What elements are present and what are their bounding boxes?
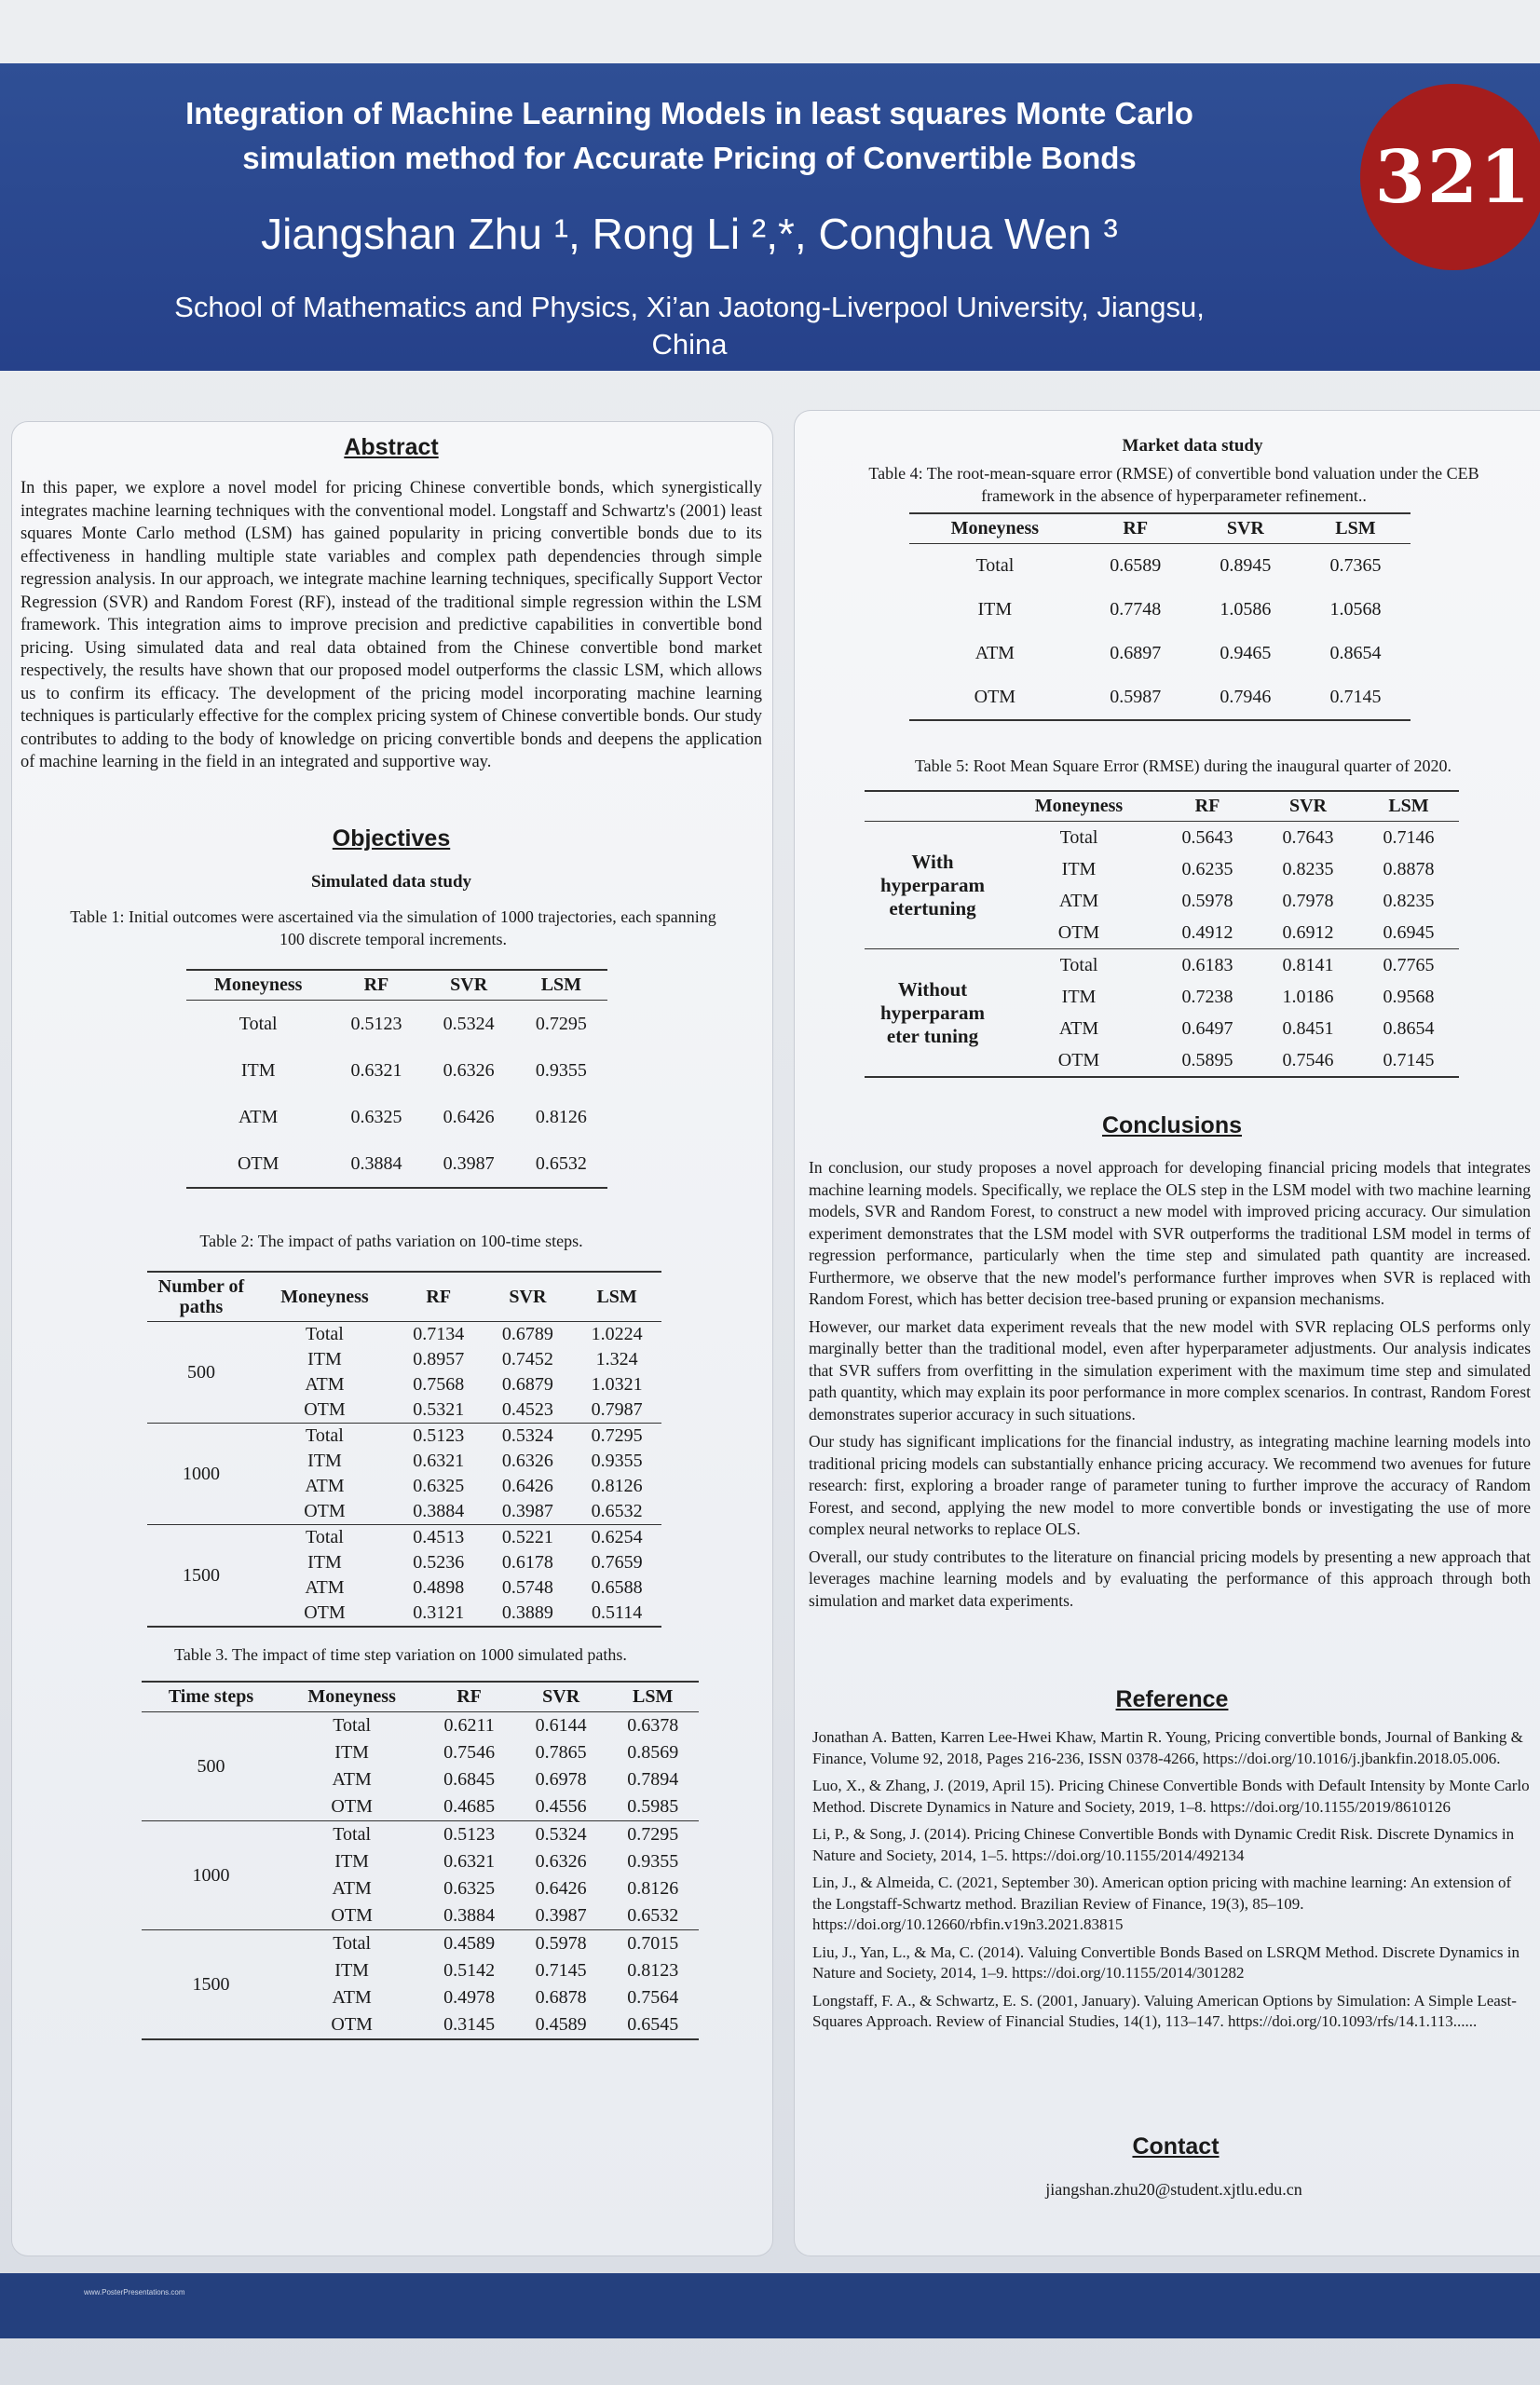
table-cell: 0.5324: [443, 1013, 495, 1034]
table-cell: ATM: [1058, 1018, 1099, 1039]
table-cell: 0.3884: [413, 1501, 465, 1521]
table-cell: 0.7564: [627, 1987, 679, 2008]
table-cell: 0.5895: [1181, 1050, 1233, 1070]
table-row: [186, 1094, 607, 1140]
table-cell: 0.5221: [501, 1527, 553, 1547]
table-cell: 0.6321: [413, 1451, 465, 1471]
table-cell: 0.7145: [1383, 1050, 1435, 1070]
table2: [147, 1271, 661, 1628]
table-row: [909, 632, 1411, 675]
table-cell: 0.7987: [591, 1399, 643, 1420]
conclusion-paragraph: In conclusion, our study proposes a novel approach for developing financial pricing models that integrates machine learning models. Specifically, we replace the OLS step in the LSM model with two machine learning models, SVR and Random Forest, to construct a new model with improved pricing accuracy. Our simulation experiment demonstrates that the LSM model with SVR outperforms the traditional LSM model in terms of regression performance, particularly when the time step and simulated path quantity are increased. Furthermore, we observe that the new model's performance further improves when SVR is replaced with Random Forest, which has better decision tree-based pruning or expansion mechanisms.: [809, 1158, 1531, 1308]
table-cell: Total: [1059, 955, 1098, 975]
table-cell: ITM: [977, 599, 1013, 620]
table-cell: 0.4978: [443, 1987, 496, 2008]
table-cell: 0.5324: [535, 1824, 587, 1845]
table-cell: 0.8141: [1282, 955, 1334, 975]
reference-heading: Reference: [1115, 1686, 1229, 1712]
table-row: [865, 822, 1459, 854]
col-header: Moneyness: [307, 1686, 396, 1707]
reference-item: Liu, J., Yan, L., & Ma, C. (2014). Valuing Convertible Bonds Based on LSRQM Method. Discrete Dynamics in Nature and Society, 2014, 1–9. https://doi.org/10.1155/2014/301282: [812, 1942, 1520, 1982]
table-cell: OTM: [331, 1796, 373, 1817]
table-cell: 0.6144: [535, 1715, 587, 1736]
conclusion-paragraph: Our study has significant implications for the financial industry, as integrating machine learning models into traditional pricing models can substantially enhance pricing accuracy. We recommend two avenues for future research: first, exploring a broader range of parameter tuning to further improve the accuracy of Random Forest, and second, applying the new model to more convertible bonds or investigating the use of more complex neural networks to replace OLS.: [809, 1432, 1531, 1538]
table-cell: 0.6426: [501, 1476, 553, 1496]
table-cell: 0.6321: [350, 1059, 402, 1081]
col-header: RF: [426, 1286, 452, 1307]
col-header: Moneyness: [280, 1286, 369, 1307]
table-cell: ATM: [332, 1878, 372, 1899]
table-cell: 0.6183: [1181, 955, 1233, 975]
table4-caption: Table 4: The root-mean-square error (RMSE) of convertible bond valuation under the CEB framework in the absence of hyperparameter refinement..: [868, 464, 1479, 505]
table-cell: 0.8654: [1329, 643, 1382, 663]
table-cell: 0.7978: [1282, 891, 1334, 911]
table-cell: 0.6321: [443, 1851, 496, 1872]
table-cell: OTM: [331, 2014, 373, 2035]
reference-list: [812, 1727, 1531, 2039]
table-header-row: [865, 791, 1459, 822]
table-cell: Total: [306, 1527, 344, 1547]
col-header: SVR: [1226, 518, 1264, 538]
table-cell: OTM: [304, 1399, 346, 1420]
table-cell: 0.8126: [627, 1878, 679, 1899]
table-header-row: [909, 513, 1411, 544]
poster-affiliation: School of Mathematics and Physics, Xi’an Jaotong-Liverpool University, Jiangsu, China: [174, 291, 1205, 361]
col-header: [865, 791, 1001, 822]
table-cell: 0.6545: [627, 2014, 679, 2035]
table-cell: 0.9355: [535, 1059, 587, 1081]
reference-item: Jonathan A. Batten, Karren Lee-Hwei Khaw, Martin R. Young, Pricing convertible bonds, Journal of Banking & Finance, Volume 92, 2018, Pages 216-236, ISSN 0378-4266, https://doi.org/10.1016/j.jbankfin.2018.05.006.: [812, 1728, 1523, 1767]
poster-header: [0, 63, 1540, 371]
table-cell: ITM: [334, 1851, 369, 1872]
table-cell: 0.7295: [591, 1425, 643, 1446]
table-cell: 0.8569: [627, 1742, 679, 1763]
col-header: RF: [1194, 796, 1220, 816]
table-cell: Total: [333, 1824, 372, 1845]
table-cell: 0.4513: [413, 1527, 465, 1547]
col-header: LSM: [596, 1286, 637, 1307]
poster-authors: Jiangshan Zhu ¹, Rong Li ²,*, Conghua Wen ³: [261, 210, 1118, 258]
table-cell: Total: [333, 1933, 372, 1954]
table-cell: 0.6426: [443, 1106, 495, 1127]
table-cell: 0.5324: [501, 1425, 553, 1446]
table-row: [186, 1001, 607, 1048]
poster-number-badge: 321: [1360, 84, 1540, 270]
table-cell: 0.4523: [501, 1399, 553, 1420]
table-cell: 0.3987: [535, 1905, 587, 1926]
table-cell: 0.6878: [535, 1987, 587, 2008]
table-cell: 0.6945: [1383, 922, 1435, 943]
table4: [909, 512, 1411, 721]
table-header-row: [147, 1272, 661, 1322]
table-cell: 0.6879: [501, 1374, 553, 1395]
table-cell: 0.3145: [443, 2014, 496, 2035]
table-cell: OTM: [237, 1152, 279, 1174]
table-cell: 0.5236: [413, 1552, 465, 1573]
table-cell: ITM: [307, 1552, 342, 1573]
table-cell: 0.7145: [1329, 687, 1382, 707]
table-cell: 0.7238: [1181, 987, 1233, 1007]
table-cell: 0.6325: [413, 1476, 465, 1496]
col-header: LSM: [1335, 518, 1376, 538]
table-cell: ATM: [305, 1374, 345, 1395]
simulated-data-subheading: Simulated data study: [310, 872, 472, 892]
col-header: SVR: [450, 974, 488, 995]
table-cell: 0.6978: [535, 1769, 587, 1790]
contact-heading: Contact: [1132, 2133, 1220, 2160]
table-cell: 0.8957: [413, 1349, 465, 1370]
table-cell: ATM: [1058, 891, 1099, 911]
table-cell: 0.8878: [1383, 859, 1435, 879]
table-row: [147, 1322, 661, 1348]
col-header: SVR: [509, 1286, 547, 1307]
table-row: [147, 1424, 661, 1450]
objectives-heading: Objectives: [332, 825, 451, 852]
table-cell: 0.7568: [413, 1374, 465, 1395]
table-cell: 0.6588: [591, 1577, 643, 1598]
table-header-row: [186, 970, 607, 1001]
table-cell: 0.7295: [627, 1824, 679, 1845]
table-cell: OTM: [331, 1905, 373, 1926]
conclusions-text: [809, 1157, 1531, 1617]
table-cell: ATM: [974, 643, 1015, 663]
table1-caption: Table 1: Initial outcomes were ascertained via the simulation of 1000 trajectories, each spanning 100 discrete temporal increments.: [70, 907, 716, 948]
group-label: 1000: [183, 1463, 220, 1484]
table-row: [186, 1047, 607, 1094]
table-cell: 0.6912: [1282, 922, 1334, 943]
table-cell: OTM: [1057, 922, 1100, 943]
table-cell: ITM: [1061, 987, 1097, 1007]
reference-item: Li, P., & Song, J. (2014). Pricing Chinese Convertible Bonds with Dynamic Credit Risk. Discrete Dynamics in Nature and Society, 2014, 1–5. https://doi.org/10.1155/2014/492134: [812, 1825, 1515, 1864]
table-cell: 0.7295: [535, 1013, 587, 1034]
table-cell: 0.3884: [443, 1905, 496, 1926]
poster-title: Integration of Machine Learning Models in least squares Monte Carlo simulation method for Accurate Pricing of Convertible Bonds: [185, 96, 1193, 175]
col-header: Moneyness: [213, 974, 303, 995]
table-cell: ATM: [332, 1769, 372, 1790]
table-cell: 0.6426: [535, 1878, 587, 1899]
table-cell: 0.5985: [627, 1796, 679, 1817]
table-cell: OTM: [304, 1602, 346, 1623]
table-row: [142, 1712, 699, 1740]
group-label: With hyperparam etertuning: [880, 850, 985, 920]
table-cell: Total: [238, 1013, 278, 1034]
conclusion-paragraph: Overall, our study contributes to the literature on financial pricing models by presenting a new approach that leverages machine learning models and by evaluating the performance of this approach through both simulation and market data experiments.: [809, 1547, 1531, 1610]
table-cell: 0.5321: [413, 1399, 465, 1420]
table-cell: 0.8654: [1383, 1018, 1435, 1039]
col-header: Number of paths: [157, 1276, 245, 1317]
table-row: [142, 1821, 699, 1849]
table-cell: ATM: [238, 1106, 279, 1127]
table3: [142, 1681, 699, 2040]
table-cell: 0.6326: [501, 1451, 553, 1471]
table-cell: 0.7865: [535, 1742, 587, 1763]
table-cell: ATM: [305, 1577, 345, 1598]
table5: [865, 790, 1459, 1078]
table2-caption: Table 2: The impact of paths variation on 100-time steps.: [199, 1232, 583, 1250]
table-row: [186, 1140, 607, 1188]
table-header-row: [142, 1682, 699, 1712]
abstract-text: In this paper, we explore a novel model for pricing Chinese convertible bonds, which synergistically integrates machine learning techniques with the conventional model. Longstaff and Schwartz's (2001) least squares Monte Carlo method (LSM) has gained popularity in pricing convertible bonds due to its effectiveness in handling multiple state variables and complex path dependencies through simple regression analysis. In our approach, we integrate machine learning techniques, specifically Support Vector Regression (SVR) and Random Forest (RF), instead of the traditional simple regression within the LSM framework. This integration aims to improve precision and predictive capabilities in convertible bond pricing. Using simulated data and real data obtained from the Chinese convertible bond market respectively, the results have shown that our proposed model outperforms the classic LSM, which allows us to confirm its efficacy. The development of the pricing model incorporating machine learning techniques is particularly effective for the complex pricing system of Chinese convertible bonds. Our study contributes to adding to the body of knowledge on pricing convertible bonds and deepens the application of machine learning in the field in an integrated and supportive way.: [20, 479, 762, 771]
table-cell: 0.7946: [1220, 687, 1272, 707]
table-cell: ITM: [334, 1960, 369, 1981]
table-cell: Total: [306, 1324, 344, 1344]
table-cell: 0.5123: [350, 1013, 402, 1034]
table-cell: 0.6532: [591, 1501, 643, 1521]
table-row: [142, 1930, 699, 1958]
col-header: LSM: [540, 974, 582, 995]
table-cell: 0.7643: [1282, 827, 1334, 848]
table-cell: 0.9568: [1383, 987, 1435, 1007]
table-cell: 0.6178: [501, 1552, 553, 1573]
col-header: RF: [363, 974, 389, 995]
table-cell: 0.8123: [627, 1960, 679, 1981]
table-cell: ITM: [240, 1059, 276, 1081]
table-cell: 0.8235: [1383, 891, 1435, 911]
table-cell: 0.7145: [535, 1960, 587, 1981]
table-cell: 0.5114: [592, 1602, 643, 1623]
table-cell: ITM: [334, 1742, 369, 1763]
table5-caption: Table 5: Root Mean Square Error (RMSE) during the inaugural quarter of 2020.: [914, 756, 1452, 775]
group-label: 500: [187, 1361, 215, 1383]
reference-item: Longstaff, F. A., & Schwartz, E. S. (2001, January). Valuing American Options by Simulation: A Simple Least-Squares Approach. Review of Financial Studies, 14(1), 113–147. https://doi.org/10.1093/rfs/14.1.113......: [812, 1991, 1517, 2030]
table-cell: 0.5643: [1181, 827, 1233, 848]
table-cell: OTM: [1057, 1050, 1100, 1070]
table-cell: 0.5123: [443, 1824, 496, 1845]
table-cell: 0.6532: [535, 1152, 587, 1174]
table-cell: OTM: [304, 1501, 346, 1521]
table-cell: 0.7765: [1383, 955, 1435, 975]
table1: [186, 969, 607, 1189]
table-cell: 0.7659: [591, 1552, 643, 1573]
table-cell: 0.5978: [1181, 891, 1233, 911]
table-cell: 0.7015: [627, 1933, 679, 1954]
reference-item: Lin, J., & Almeida, C. (2021, September 30). American option pricing with machine learning: An extension of the Longstaff-Schwartz method. Brazilian Review of Finance, 19(3), 85–109. https://doi.org/10.12660/rbfin.v19n3.2021.83815: [812, 1874, 1512, 1933]
table-cell: 1.0586: [1220, 599, 1272, 620]
table-cell: ATM: [332, 1987, 372, 2008]
table-cell: 0.5123: [413, 1425, 465, 1446]
col-header: LSM: [1388, 796, 1429, 816]
table-cell: 0.6326: [535, 1851, 587, 1872]
contact-email[interactable]: jiangshan.zhu20@student.xjtlu.edu.cn: [1045, 2180, 1302, 2199]
col-header: Moneyness: [1034, 796, 1124, 816]
table-cell: 0.4898: [413, 1577, 465, 1598]
group-label: 1500: [192, 1973, 230, 1995]
table-cell: 0.7452: [501, 1349, 553, 1370]
table-row: [909, 588, 1411, 632]
col-header: RF: [1123, 518, 1149, 538]
table-row: [865, 949, 1459, 982]
table-cell: 0.6789: [501, 1324, 553, 1344]
table-cell: 0.6211: [443, 1715, 495, 1736]
table-cell: Total: [1059, 827, 1098, 848]
table-cell: Total: [306, 1425, 344, 1446]
table-cell: ITM: [1061, 859, 1097, 879]
table-cell: 0.8451: [1282, 1018, 1334, 1039]
table-cell: 0.5987: [1110, 687, 1162, 707]
table-cell: 0.6254: [591, 1527, 643, 1547]
col-header: LSM: [633, 1686, 674, 1707]
table-row: [147, 1525, 661, 1551]
reference-item: Luo, X., & Zhang, J. (2019, April 15). Pricing Chinese Convertible Bonds with Default Intensity by Monte Carlo Method. Discrete Dynamics in Nature and Society, 2019, 1–8. https://doi.org/10.1155/2019/8610126: [812, 1777, 1530, 1816]
col-header: Time steps: [168, 1686, 254, 1707]
table-cell: 1.0186: [1282, 987, 1334, 1007]
table-cell: 0.8126: [591, 1476, 643, 1496]
col-header: SVR: [1288, 796, 1327, 816]
table-cell: 0.3889: [501, 1602, 553, 1623]
table-cell: 1.0321: [591, 1374, 643, 1395]
table-row: [909, 675, 1411, 720]
group-label: Without hyperparam eter tuning: [880, 977, 985, 1047]
group-label: 1500: [183, 1564, 220, 1586]
table-cell: 0.7146: [1383, 827, 1435, 848]
table-cell: 0.7546: [443, 1742, 496, 1763]
table-cell: 0.3987: [501, 1501, 553, 1521]
table-cell: 0.5978: [535, 1933, 587, 1954]
table-cell: 0.7546: [1282, 1050, 1334, 1070]
table-cell: 1.324: [595, 1349, 638, 1370]
table-cell: 0.4556: [535, 1796, 587, 1817]
conclusion-paragraph: However, our market data experiment reveals that the new model with SVR replacing OLS performs only marginally better than the traditional model, even after hyperparameter adjustments. Our analysis indicates that SVR suffers from overfitting in the simulation experiment with the maximum time step and simulated path quantity, which may explain its poor performance in more complex scenarios. In contrast, Random Forest demonstrates superior accuracy in such situations.: [809, 1316, 1531, 1424]
table-cell: ITM: [307, 1349, 342, 1370]
table-cell: OTM: [974, 687, 1016, 707]
table-cell: 0.5748: [501, 1577, 553, 1598]
table-cell: 0.7748: [1110, 599, 1162, 620]
conclusions-heading: Conclusions: [1101, 1112, 1242, 1138]
table-cell: 0.4589: [535, 2014, 587, 2035]
table-cell: 0.4589: [443, 1933, 496, 1954]
table-cell: 0.6497: [1181, 1018, 1233, 1039]
table-cell: ITM: [307, 1451, 342, 1471]
table-cell: 0.3121: [413, 1602, 465, 1623]
table-cell: 0.9355: [591, 1451, 643, 1471]
table-cell: 0.7365: [1329, 555, 1382, 576]
table-cell: 0.8945: [1220, 555, 1272, 576]
table-cell: Total: [975, 555, 1015, 576]
table-cell: 0.6532: [627, 1905, 679, 1926]
table-cell: 0.7894: [627, 1769, 679, 1790]
table-cell: 0.8235: [1282, 859, 1334, 879]
table-cell: 0.3987: [443, 1152, 495, 1174]
table-cell: 0.6589: [1110, 555, 1162, 576]
table-cell: 0.9465: [1220, 643, 1272, 663]
col-header: Moneyness: [950, 518, 1040, 538]
table-cell: 0.6326: [443, 1059, 495, 1081]
table-cell: 0.6378: [627, 1715, 679, 1736]
table-cell: 0.6897: [1110, 643, 1162, 663]
table-cell: 0.6325: [443, 1878, 496, 1899]
col-header: RF: [457, 1686, 482, 1707]
table-cell: 0.9355: [627, 1851, 679, 1872]
table-cell: 0.4912: [1181, 922, 1233, 943]
group-label: 500: [197, 1755, 225, 1777]
table-cell: 1.0224: [591, 1324, 643, 1344]
table-cell: Total: [333, 1715, 372, 1736]
footer-logo: www.PosterPresentations.com: [84, 2288, 185, 2296]
table-cell: 0.8126: [535, 1106, 587, 1127]
table-row: [909, 544, 1411, 589]
group-label: 1000: [192, 1864, 230, 1886]
table-cell: 1.0568: [1329, 599, 1382, 620]
table-cell: 0.4685: [443, 1796, 496, 1817]
table-cell: 0.5142: [443, 1960, 496, 1981]
table3-caption: Table 3. The impact of time step variation on 1000 simulated paths.: [174, 1645, 627, 1664]
market-data-subheading: Market data study: [1122, 436, 1263, 456]
table-cell: 0.6845: [443, 1769, 496, 1790]
table-cell: 0.3884: [350, 1152, 402, 1174]
abstract-heading: Abstract: [344, 434, 439, 460]
table-cell: 0.6235: [1181, 859, 1233, 879]
table-cell: 0.6325: [350, 1106, 402, 1127]
table-cell: ATM: [305, 1476, 345, 1496]
table-cell: 0.7134: [413, 1324, 465, 1344]
footer-band: [0, 2273, 1540, 2338]
col-header: SVR: [542, 1686, 580, 1707]
